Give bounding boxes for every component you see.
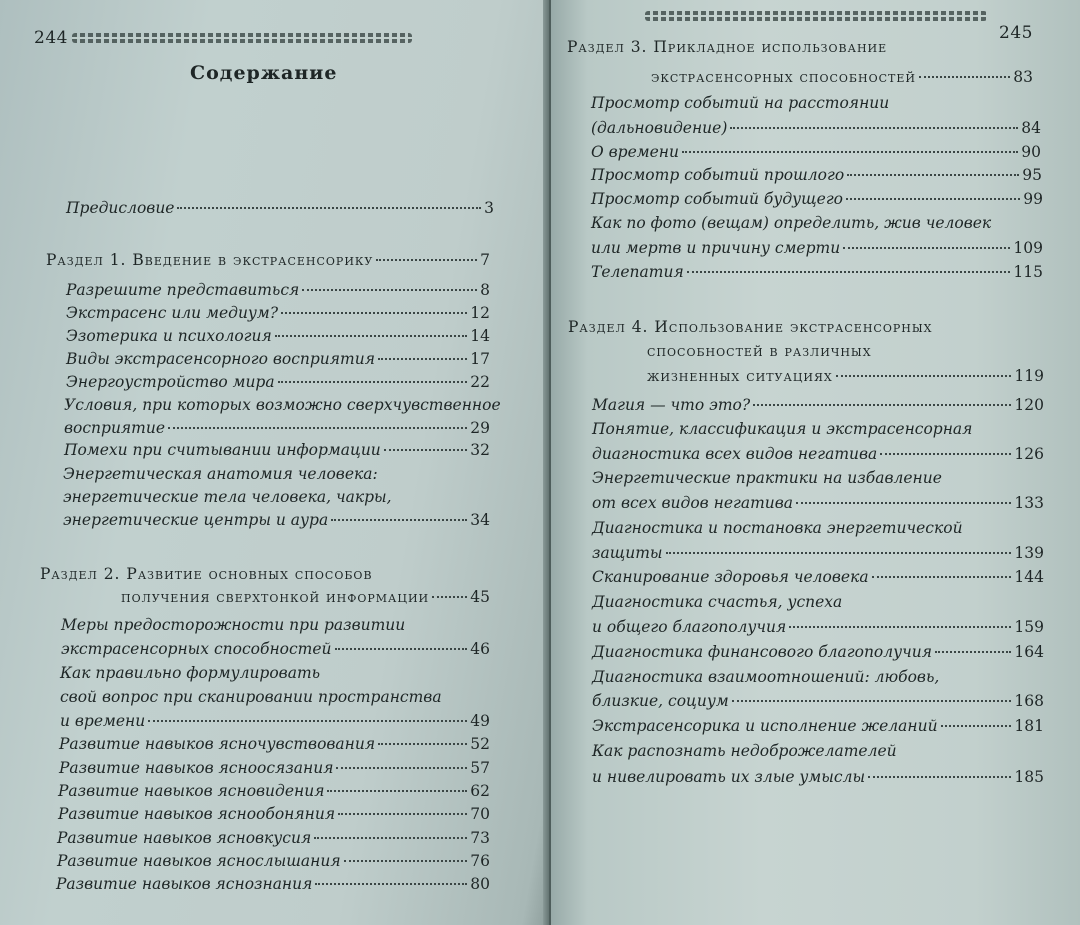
toc-entry-line: Энергетические практики на избавление bbox=[592, 469, 942, 487]
toc-section-heading: получения сверхтонкой информации 45 bbox=[121, 588, 490, 606]
toc-entry-line: Как правильно формулировать bbox=[60, 664, 321, 682]
toc-entry: Эзотерика и психология 14 bbox=[66, 327, 490, 345]
toc-entry: Развитие навыков ясноосязания 57 bbox=[59, 759, 490, 777]
toc-section-heading: Раздел 1. Введение в экстрасенсорику 7 bbox=[46, 251, 490, 269]
toc-entry: Диагностика финансового благополучия 164 bbox=[592, 643, 1044, 661]
toc-entry-line: Меры предосторожности при развитии bbox=[61, 616, 406, 634]
toc-entry: Развитие навыков ясновкусия 73 bbox=[57, 829, 490, 847]
toc-entry: близкие, социум 168 bbox=[592, 692, 1044, 710]
toc-entry: защиты 139 bbox=[592, 544, 1044, 562]
toc-entry: Развитие навыков яснообоняния 70 bbox=[58, 805, 490, 823]
toc-entry-line: Диагностика взаимоотношений: любовь, bbox=[592, 668, 940, 686]
toc-entry: Просмотр событий прошлого 95 bbox=[591, 166, 1042, 184]
toc-entry: Экстрасенс или медиум? 12 bbox=[66, 304, 490, 322]
toc-entry: восприятие 29 bbox=[64, 419, 490, 437]
toc-entry: и времени 49 bbox=[60, 712, 490, 730]
toc-entry: О времени 90 bbox=[591, 143, 1041, 161]
page-number: 244 bbox=[34, 28, 68, 48]
toc-entry-line: Как распознать недоброжелателей bbox=[592, 742, 897, 760]
toc-entry-line: Диагностика счастья, успеха bbox=[592, 593, 843, 611]
toc-entry: экстрасенсорных способностей 46 bbox=[61, 640, 490, 658]
toc-entry: или мертв и причину смерти 109 bbox=[591, 239, 1043, 257]
toc-entry-line: свой вопрос при сканировании пространства bbox=[60, 688, 442, 706]
header-ornament bbox=[645, 11, 987, 21]
toc-section-heading-line: способностей в различных bbox=[647, 342, 872, 360]
toc-entry: Развитие навыков яснослышания 76 bbox=[57, 852, 490, 870]
toc-section-heading-line: Раздел 4. Использование экстрасенсорных bbox=[568, 318, 933, 336]
toc-section-heading-line: Раздел 3. Прикладное использование bbox=[567, 38, 888, 56]
toc-entry-line: Просмотр событий на расстоянии bbox=[591, 94, 890, 112]
toc-entry: Виды экстрасенсорного восприятия 17 bbox=[66, 350, 490, 368]
toc-entry: Предисловие 3 bbox=[66, 199, 494, 217]
toc-entry: Разрешите представиться 8 bbox=[66, 281, 490, 299]
toc-entry-line: энергетические тела человека, чакры, bbox=[63, 488, 392, 506]
toc-entry: Магия — что это? 120 bbox=[592, 396, 1044, 414]
toc-entry: Экстрасенсорика и исполнение желаний 181 bbox=[592, 717, 1044, 735]
toc-entry: Развитие навыков яснознания 80 bbox=[56, 875, 490, 893]
toc-entry-line: Энергетическая анатомия человека: bbox=[63, 465, 378, 483]
toc-entry: и нивелировать их злые умыслы 185 bbox=[592, 768, 1044, 786]
toc-entry-line: Условия, при которых возможно сверхчувственное bbox=[64, 396, 501, 414]
toc-entry-line: Понятие, классификация и экстрасенсорная bbox=[592, 420, 973, 438]
toc-entry: Энергоустройство мира 22 bbox=[66, 373, 490, 391]
toc-entry: (дальновидение) 84 bbox=[591, 119, 1041, 137]
toc-section-heading: жизненных ситуациях 119 bbox=[647, 367, 1044, 385]
toc-section-heading: экстрасенсорных способностей 83 bbox=[651, 68, 1033, 86]
toc-entry-line: Как по фото (вещам) определить, жив человек bbox=[591, 214, 992, 232]
toc-entry: Телепатия 115 bbox=[591, 263, 1043, 281]
toc-entry: Развитие навыков ясночувствования 52 bbox=[59, 735, 490, 753]
toc-entry: от всех видов негатива 133 bbox=[592, 494, 1044, 512]
page-number: 245 bbox=[999, 23, 1033, 43]
toc-entry: Просмотр событий будущего 99 bbox=[591, 190, 1043, 208]
right-page bbox=[551, 0, 1080, 925]
toc-entry: Сканирование здоровья человека 144 bbox=[592, 568, 1044, 586]
toc-entry-line: Диагностика и постановка энергетической bbox=[592, 519, 963, 537]
toc-entry: и общего благополучия 159 bbox=[592, 618, 1044, 636]
page-title: Содержание bbox=[190, 62, 338, 84]
toc-entry: Помехи при считывании информации 32 bbox=[64, 441, 490, 459]
toc-section-heading-line: Раздел 2. Развитие основных способов bbox=[40, 565, 373, 583]
toc-entry: диагностика всех видов негатива 126 bbox=[592, 445, 1044, 463]
toc-entry: энергетические центры и аура 34 bbox=[63, 511, 490, 529]
toc-entry: Развитие навыков ясновидения 62 bbox=[58, 782, 490, 800]
header-ornament bbox=[72, 33, 412, 43]
